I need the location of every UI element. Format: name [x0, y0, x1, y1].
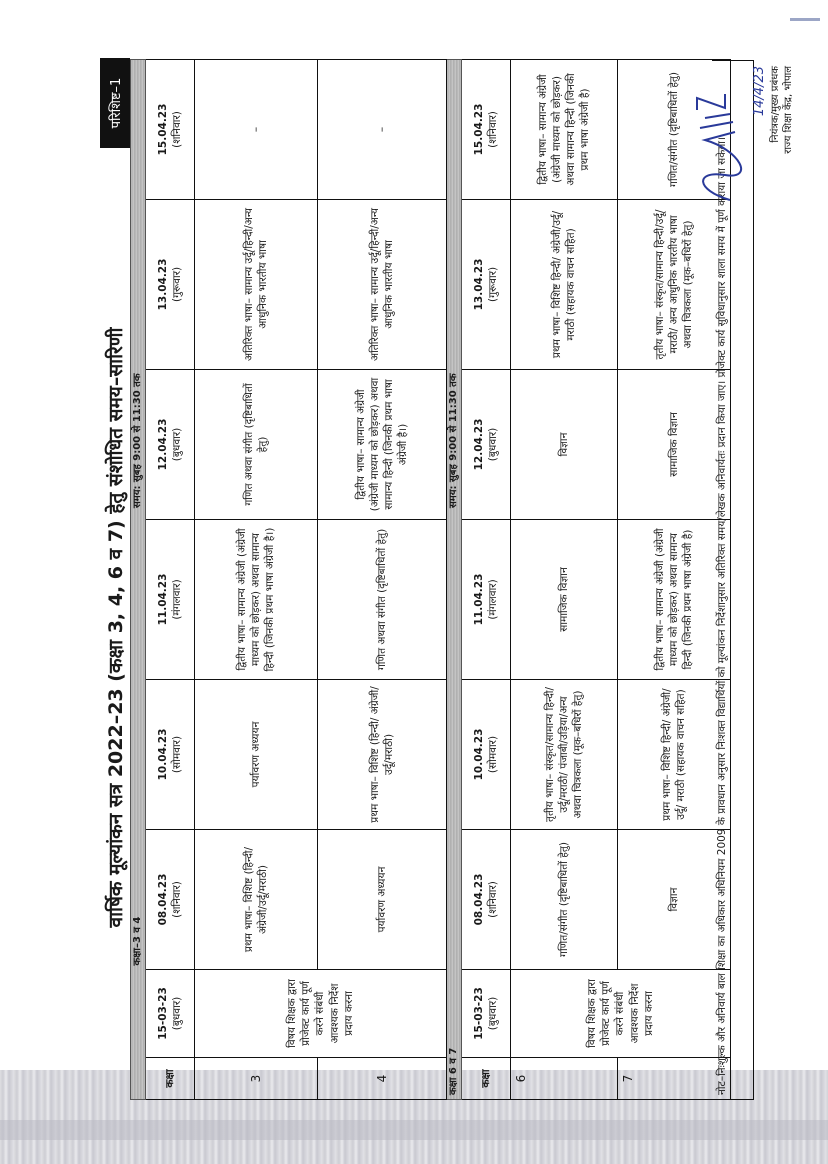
annexure-label: परिशिष्ट–1 — [100, 58, 130, 148]
date-header: 10.04.23 (सोमवार) — [146, 679, 195, 829]
time-label-3-4: समय: सुबह 9:00 से 11:30 तक — [131, 369, 146, 679]
subject-cell: गणित अथवा संगीत (दृष्टिबाधितों हेतु) — [318, 519, 447, 679]
class-column-header: कक्षा — [462, 1058, 511, 1100]
time-label-6-7: समय: सुबह 9:00 से 11:30 तक — [447, 369, 462, 679]
date-header: 15.04.23 (शनिवार) — [462, 59, 511, 199]
header-row-3-4 — [146, 59, 195, 1099]
timetable — [130, 59, 731, 1100]
date-header: 12.04.23 (बुधवार) — [146, 369, 195, 519]
subject-cell: द्वितीय भाषा– सामान्य अंग्रेजी (अंग्रेजी माध्यम को छोड़कर) अथवा सामान्य हिन्दी (जिनकी प्रथम भाषा अंग्रेजी है।) — [318, 369, 447, 519]
table-row-class-6 — [511, 59, 618, 1099]
table-row-class-3 — [195, 59, 318, 1099]
rotated-page — [100, 60, 794, 1100]
date-header: 08.04.23 (शनिवार) — [146, 830, 195, 970]
class-number: 7 — [618, 1058, 731, 1100]
date-header: 10.04.23 (सोमवार) — [462, 679, 511, 829]
subject-cell: पर्यावरण अध्ययन — [318, 830, 447, 970]
subject-cell: द्वितीय भाषा– सामान्य अंग्रेजी (अंग्रेजी माध्यम को छोड़कर) अथवा सामान्य हिन्दी (जिनकी प्रथम भाषा अंग्रेजी है।) — [195, 519, 318, 679]
subject-cell: अतिरिक्त भाषा– सामान्य उर्दू/हिन्दी/अन्य आधुनिक भारतीय भाषा — [318, 199, 447, 369]
project-note-cell: विषय शिक्षक द्वारा प्रोजेक्ट कार्य पूर्ण करने संबंधी आवश्यक निर्देश प्रदाय करना — [511, 970, 731, 1058]
table-row-class-4 — [318, 59, 447, 1099]
section-label-3-4: कक्षा–3 व 4 — [131, 679, 146, 969]
subject-cell: गणित अथवा संगीत (दृष्टिबाधितों हेतु) — [195, 369, 318, 519]
subject-cell: सामाजिक विज्ञान — [618, 369, 731, 519]
date-header: 15.04.23 (शनिवार) — [146, 59, 195, 199]
footer-note: नोट–निःशुल्क और अनिवार्य बाल शिक्षा का अधिकार अधिनियम 2009 के प्रावधान अनुसार निःशक्त विद्यार्थियों को मूल्यांकन निर्देशानुसार अतिरिक्त समय/लेखक अनिवार्यतः प्रदान किया जाए। प्रोजेक्ट कार्य सुविधानुसार शाला समय में पूर्ण कराया जा सकेगा। — [712, 60, 754, 1100]
subject-cell: विज्ञान — [511, 369, 618, 519]
class-number: 6 — [511, 1058, 618, 1100]
subject-cell: प्रथम भाषा– विशिष्ट (हिन्दी/ अंग्रेजी/उर्दू/मराठी) — [195, 830, 318, 970]
subject-cell: प्रथम भाषा– विशिष्ट हिन्दी/ अंग्रेजी/उर्दू/मराठी (सहायक वाचन सहित) — [511, 199, 618, 369]
subject-cell: विज्ञान — [618, 830, 731, 970]
scan-noise-line — [0, 1120, 828, 1140]
date-header: 08.04.23 (शनिवार) — [462, 830, 511, 970]
subject-cell: प्रथम भाषा– विशिष्ट (हिन्दी/ अंग्रेजी/उर्दू/मराठी) — [318, 679, 447, 829]
subject-cell: प्रथम भाषा– विशिष्ट हिन्दी/ अंग्रेजी/उर्दू/ मराठी (सहायक वाचन सहित) — [618, 679, 731, 829]
date-header: 13.04.23 (गुरूवार) — [146, 199, 195, 369]
subject-cell: गणित/संगीत (दृष्टिबाधितों हेतु) — [511, 830, 618, 970]
subject-cell: गणित/संगीत (दृष्टिबाधितों हेतु) — [618, 59, 731, 199]
date-header: 11.04.23 (मंगलवार) — [146, 519, 195, 679]
subject-cell: द्वितीय भाषा– सामान्य अंग्रेजी (अंग्रेजी माध्यम को छोड़कर) अथवा सामान्य हिन्दी (जिनकी प्रथम भाषा अंग्रेजी है) — [511, 59, 618, 199]
subject-cell: पर्यावरण अध्ययन — [195, 679, 318, 829]
pen-mark — [790, 18, 820, 21]
class-number: 3 — [195, 1058, 318, 1100]
subject-cell: तृतीय भाषा– संस्कृत/सामान्य हिन्दी/उर्दू/मराठी/ अन्य आधुनिक भारतीय भाषा अथवा चित्रकला (मूक–बधिरों हेतु) — [618, 199, 731, 369]
project-note-cell: विषय शिक्षक द्वारा प्रोजेक्ट कार्य पूर्ण करने संबंधी आवश्यक निर्देश प्रदाय करना — [195, 970, 447, 1058]
subject-cell: अतिरिक्त भाषा– सामान्य उर्दू/हिन्दी/अन्य आधुनिक भारतीय भाषा — [195, 199, 318, 369]
date-header: 13.04.23 (गुरूवार) — [462, 199, 511, 369]
section-label-6-7: कक्षा 6 व 7 — [447, 970, 462, 1100]
subject-cell: – — [318, 59, 447, 199]
date-header: 15-03-23 (बुधवार) — [462, 970, 511, 1058]
signatory-office: राज्य शिक्षा केंद्र, भोपाल — [782, 66, 794, 154]
signature-block — [752, 66, 795, 154]
signatory-designation: नियंत्रक/मुख्य प्रबंधक — [769, 66, 781, 143]
signature-icon — [685, 90, 745, 210]
header-row-6-7 — [462, 59, 511, 1099]
class-column-header: कक्षा — [146, 1058, 195, 1100]
subject-cell: – — [195, 59, 318, 199]
date-header: 15-03-23 (बुधवार) — [146, 970, 195, 1058]
subject-cell: द्वितीय भाषा– सामान्य अंग्रेजी (अंग्रेजी माध्यम को छोड़कर) अथवा सामान्य हिन्दी (जिनकी प्रथम भाषा अंग्रेजी है) — [618, 519, 731, 679]
date-header: 11.04.23 (मंगलवार) — [462, 519, 511, 679]
section-band-6-7 — [447, 59, 462, 1099]
signature-date: 14/4/23 — [752, 66, 767, 117]
subject-cell: सामाजिक विज्ञान — [511, 519, 618, 679]
class-number: 4 — [318, 1058, 447, 1100]
subject-cell: तृतीय भाषा– संस्कृत/सामान्य हिन्दी/उर्दू/मराठी/ पंजाबी/उड़िया/अन्य अथवा चित्रकला (मूक–बधिरों हेतु) — [511, 679, 618, 829]
section-band-3-4 — [131, 59, 146, 1099]
document-title: वार्षिक मूल्यांकन सत्र 2022–23 (कक्षा 3, 4, 6 व 7) हेतु संशोधित समय–सारिणी — [105, 327, 127, 928]
date-header: 12.04.23 (बुधवार) — [462, 369, 511, 519]
